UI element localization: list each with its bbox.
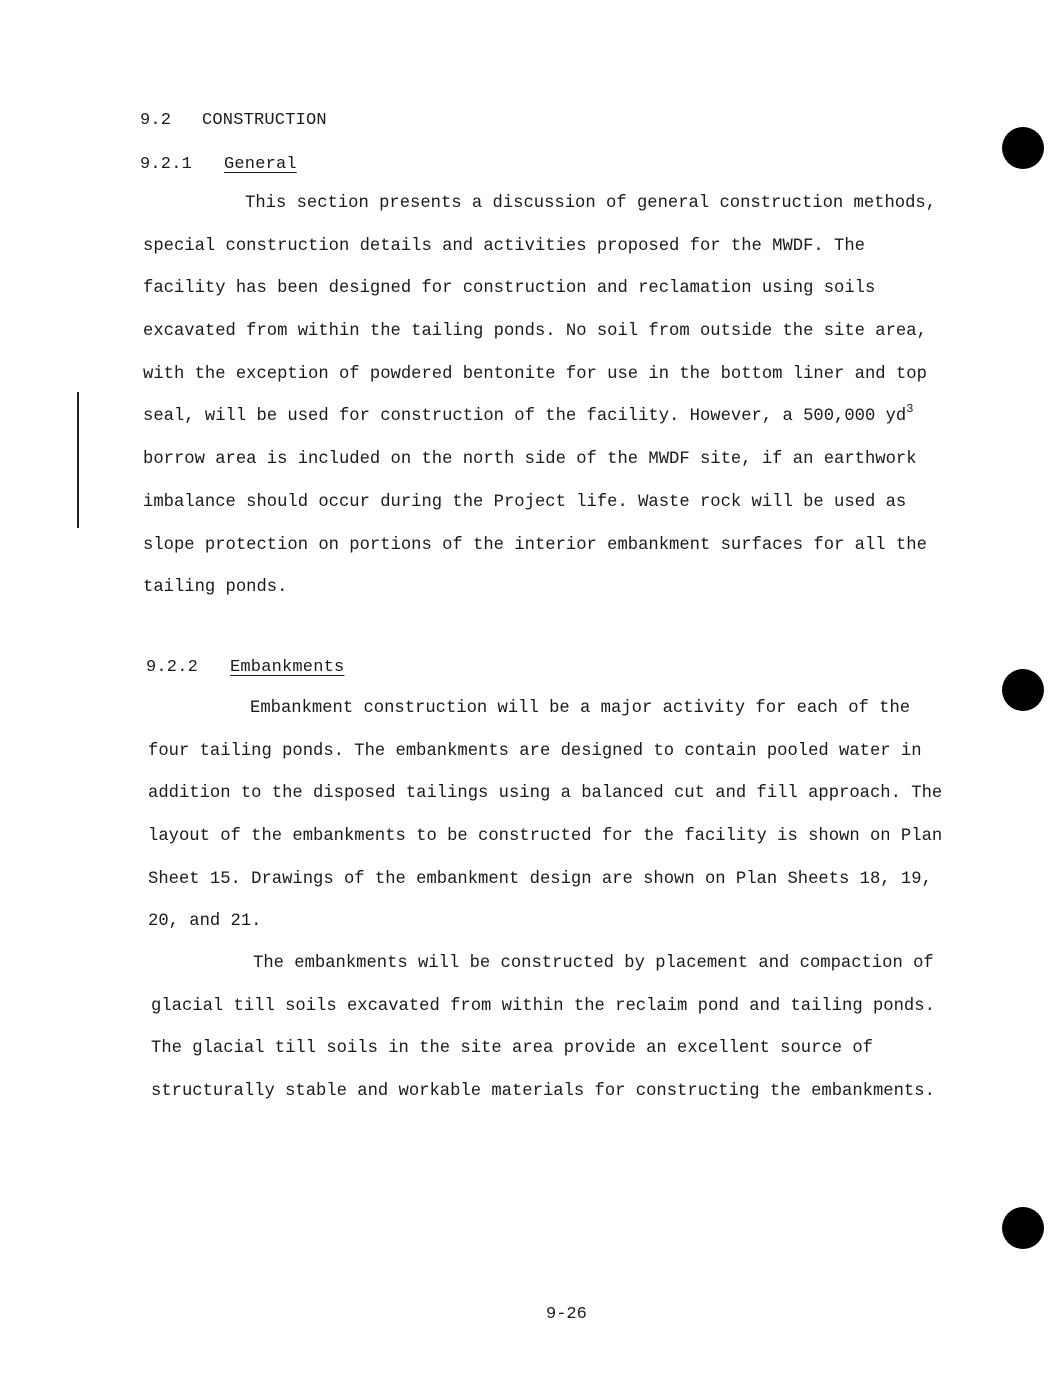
text-line: 20, and 21. bbox=[148, 912, 262, 932]
text-line: structurally stable and workable materials for constructing the embankments. bbox=[151, 1082, 935, 1102]
text-line: glacial till soils excavated from within the reclaim pond and tailing ponds. bbox=[151, 996, 935, 1016]
subsection-number: 9.2.2 bbox=[146, 658, 199, 677]
text-line: slope protection on portions of the interior embankment surfaces for all the bbox=[143, 535, 927, 555]
subsection-heading-embankments bbox=[146, 658, 344, 677]
text-line: The embankments will be constructed by placement and compaction of bbox=[253, 954, 934, 973]
subsection-title: General bbox=[224, 155, 297, 174]
text-line-with-superscript bbox=[143, 396, 936, 439]
punch-hole-middle bbox=[1002, 669, 1044, 711]
text-line: with the exception of powdered bentonite for use in the bottom liner and top bbox=[143, 364, 927, 384]
subsection-heading-general bbox=[140, 155, 297, 174]
paragraph-general bbox=[143, 183, 936, 610]
section-number: 9.2 bbox=[140, 111, 172, 130]
text-line: addition to the disposed tailings using a balanced cut and fill approach. The bbox=[148, 784, 943, 804]
text-line: tailing ponds. bbox=[143, 578, 288, 598]
paragraph-embankments-2 bbox=[151, 943, 935, 1114]
text-line: borrow area is included on the north side of the MWDF site, if an earthwork bbox=[143, 450, 917, 470]
text-line: special construction details and activities proposed for the MWDF. The bbox=[143, 236, 865, 256]
subsection-number: 9.2.1 bbox=[140, 155, 193, 174]
text-line: Embankment construction will be a major activity for each of the bbox=[250, 699, 911, 718]
text-line: The glacial till soils in the site area provide an excellent source of bbox=[151, 1039, 873, 1059]
text-line: four tailing ponds. The embankments are designed to contain pooled water in bbox=[148, 741, 922, 761]
page-number: 9-26 bbox=[546, 1305, 587, 1324]
subsection-title: Embankments bbox=[230, 658, 345, 677]
text-line: seal, will be used for construction of the facility. However, a 500,000 yd bbox=[143, 407, 907, 427]
paragraph-embankments-1 bbox=[148, 688, 942, 944]
section-title: CONSTRUCTION bbox=[202, 111, 327, 130]
text-line: Sheet 15. Drawings of the embankment design are shown on Plan Sheets 18, 19, bbox=[148, 869, 932, 889]
punch-hole-top bbox=[1002, 127, 1044, 169]
text-line: This section presents a discussion of general construction methods, bbox=[245, 194, 937, 213]
section-heading bbox=[140, 111, 327, 130]
revision-change-bar bbox=[77, 392, 79, 528]
text-line: excavated from within the tailing ponds. No soil from outside the site area, bbox=[143, 322, 927, 342]
text-line: imbalance should occur during the Project life. Waste rock will be used as bbox=[143, 492, 907, 512]
text-line: facility has been designed for construction and reclamation using soils bbox=[143, 279, 876, 299]
text-line: layout of the embankments to be constructed for the facility is shown on Plan bbox=[148, 827, 943, 847]
superscript: 3 bbox=[906, 402, 914, 417]
punch-hole-bottom bbox=[1002, 1207, 1044, 1249]
